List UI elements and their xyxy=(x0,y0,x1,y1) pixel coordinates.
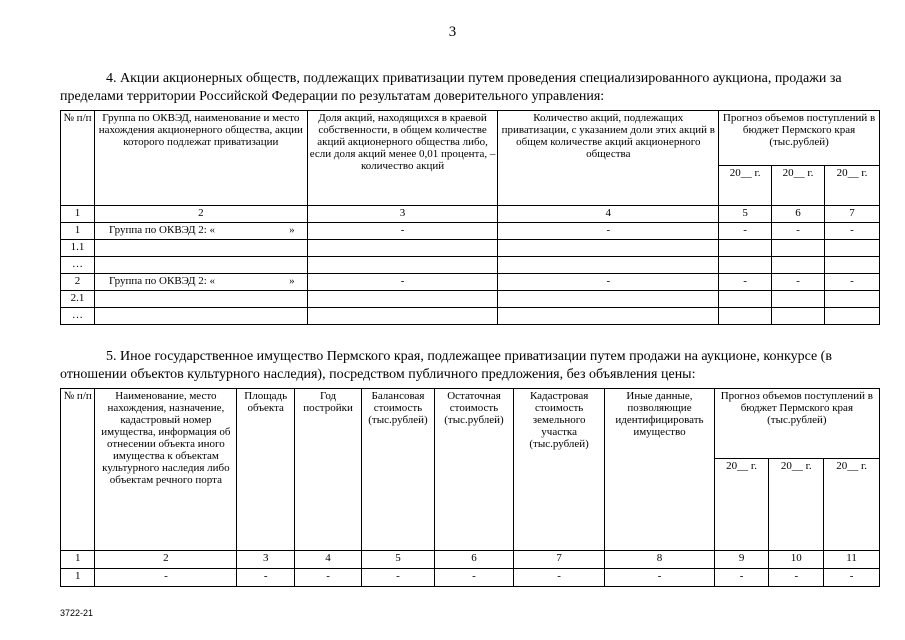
row-num: 1 xyxy=(61,223,95,240)
section-4-table xyxy=(60,110,880,325)
row-group: Группа по ОКВЭД 2: « » xyxy=(94,274,307,291)
row-year-2 xyxy=(772,240,825,257)
col-number: 4 xyxy=(498,206,719,223)
row-area: - xyxy=(237,569,295,587)
header-year-built: Год постройки xyxy=(295,389,362,551)
row-year-2: - xyxy=(769,569,824,587)
row-num: 2 xyxy=(61,274,95,291)
row-other: - xyxy=(605,569,714,587)
row-year-3 xyxy=(825,257,880,274)
row-share xyxy=(307,257,498,274)
row-balance: - xyxy=(362,569,435,587)
row-year-1 xyxy=(719,257,772,274)
document-code: 3722-21 xyxy=(60,608,94,618)
header-num: № п/п xyxy=(61,111,95,206)
row-year-1 xyxy=(719,308,772,325)
row-group: Группа по ОКВЭД 2: « » xyxy=(94,223,307,240)
row-cadastral: - xyxy=(514,569,605,587)
row-group xyxy=(94,291,307,308)
section-4-heading: 4. Акции акционерных обществ, подлежащих приватизации путем проведения специализированного аукциона, продажи за пределами территории Российской Федерации по результатам доверительного управления: xyxy=(60,71,842,104)
row-year-2: - xyxy=(772,223,825,240)
row-year-2 xyxy=(772,308,825,325)
header-year-2: 20__ г. xyxy=(772,166,825,206)
row-year-2: - xyxy=(772,274,825,291)
header-area: Площадь объекта xyxy=(237,389,295,551)
section-5-heading: 5. Иное государственное имущество Пермского края, подлежащее приватизации путем продажи на аукционе, конкурсе (в отношении объектов культурного наследия), посредством публичного предложения, без объявления цены: xyxy=(60,349,832,382)
header-name: Наименование, место нахождения, назначение, кадастровый номер имущества, информация об отнесении объекта иного имущества к объектам культурного наследия либо объектам речного порта xyxy=(95,389,237,551)
row-year-3: - xyxy=(825,274,880,291)
header-other: Иные данные, позволяющие идентифицировать имущество xyxy=(605,389,714,551)
row-group xyxy=(94,308,307,325)
col-number: 5 xyxy=(362,551,435,569)
col-number: 7 xyxy=(514,551,605,569)
row-year-3 xyxy=(825,308,880,325)
col-number: 3 xyxy=(237,551,295,569)
column-numbers-row xyxy=(61,206,880,223)
row-group xyxy=(94,257,307,274)
row-year-1: - xyxy=(719,274,772,291)
table-row xyxy=(61,291,880,308)
header-year-3: 20__ г. xyxy=(825,166,880,206)
col-number: 3 xyxy=(307,206,498,223)
row-count: - xyxy=(498,223,719,240)
row-year-2 xyxy=(772,257,825,274)
col-number: 4 xyxy=(295,551,362,569)
page-number: 3 xyxy=(448,24,457,40)
header-group: Группа по ОКВЭД, наименование и место нахождения акционерного общества, акции которого подлежат приватизации xyxy=(94,111,307,206)
header-year-1: 20__ г. xyxy=(714,459,769,551)
row-year-2 xyxy=(772,291,825,308)
col-number: 5 xyxy=(719,206,772,223)
row-year-1: - xyxy=(719,223,772,240)
table-row xyxy=(61,274,880,291)
row-year-1 xyxy=(719,291,772,308)
row-count xyxy=(498,308,719,325)
col-number: 1 xyxy=(61,206,95,223)
table-row xyxy=(61,223,880,240)
header-forecast: Прогноз объемов поступлений в бюджет Пермского края (тыс.рублей) xyxy=(719,111,880,166)
table-row xyxy=(61,257,880,274)
row-year-3 xyxy=(825,240,880,257)
header-year-3: 20__ г. xyxy=(824,459,880,551)
row-count xyxy=(498,257,719,274)
row-count xyxy=(498,291,719,308)
row-num: 1.1 xyxy=(61,240,95,257)
col-number: 1 xyxy=(61,551,95,569)
section-5-table xyxy=(60,388,880,587)
header-year-2: 20__ г. xyxy=(769,459,824,551)
header-cadastral: Кадастровая стоимость земельного участка (тыс.рублей) xyxy=(514,389,605,551)
col-number: 2 xyxy=(94,206,307,223)
table-row xyxy=(61,308,880,325)
row-year-3: - xyxy=(824,569,880,587)
header-count: Количество акций, подлежащих приватизации, с указанием доли этих акций в общем количестве акций акционерного общества xyxy=(498,111,719,206)
row-share: - xyxy=(307,274,498,291)
row-share: - xyxy=(307,223,498,240)
header-share: Доля акций, находящихся в краевой собственности, в общем количестве акций акционерного общества либо, если доля акций менее 0,01 процента, – количество акций xyxy=(307,111,498,206)
col-number: 6 xyxy=(772,206,825,223)
row-group xyxy=(94,240,307,257)
row-year-built: - xyxy=(295,569,362,587)
col-number: 7 xyxy=(825,206,880,223)
row-name: - xyxy=(95,569,237,587)
row-share xyxy=(307,308,498,325)
row-count xyxy=(498,240,719,257)
row-year-3: - xyxy=(825,223,880,240)
header-forecast: Прогноз объемов поступлений в бюджет Пермского края (тыс.рублей) xyxy=(714,389,879,459)
col-number: 8 xyxy=(605,551,714,569)
row-year-3 xyxy=(825,291,880,308)
row-year-1 xyxy=(719,240,772,257)
header-num: № п/п xyxy=(61,389,95,551)
row-num: … xyxy=(61,308,95,325)
row-share xyxy=(307,291,498,308)
header-residual: Остаточная стоимость (тыс.рублей) xyxy=(434,389,513,551)
col-number: 2 xyxy=(95,551,237,569)
col-number: 6 xyxy=(434,551,513,569)
row-share xyxy=(307,240,498,257)
col-number: 11 xyxy=(824,551,880,569)
column-numbers-row xyxy=(61,551,880,569)
row-num: 2.1 xyxy=(61,291,95,308)
table-row xyxy=(61,569,880,587)
row-count: - xyxy=(498,274,719,291)
table-row xyxy=(61,240,880,257)
header-balance: Балансовая стоимость (тыс.рублей) xyxy=(362,389,435,551)
col-number: 9 xyxy=(714,551,769,569)
row-num: … xyxy=(61,257,95,274)
row-num: 1 xyxy=(61,569,95,587)
header-year-1: 20__ г. xyxy=(719,166,772,206)
row-residual: - xyxy=(434,569,513,587)
row-year-1: - xyxy=(714,569,769,587)
col-number: 10 xyxy=(769,551,824,569)
